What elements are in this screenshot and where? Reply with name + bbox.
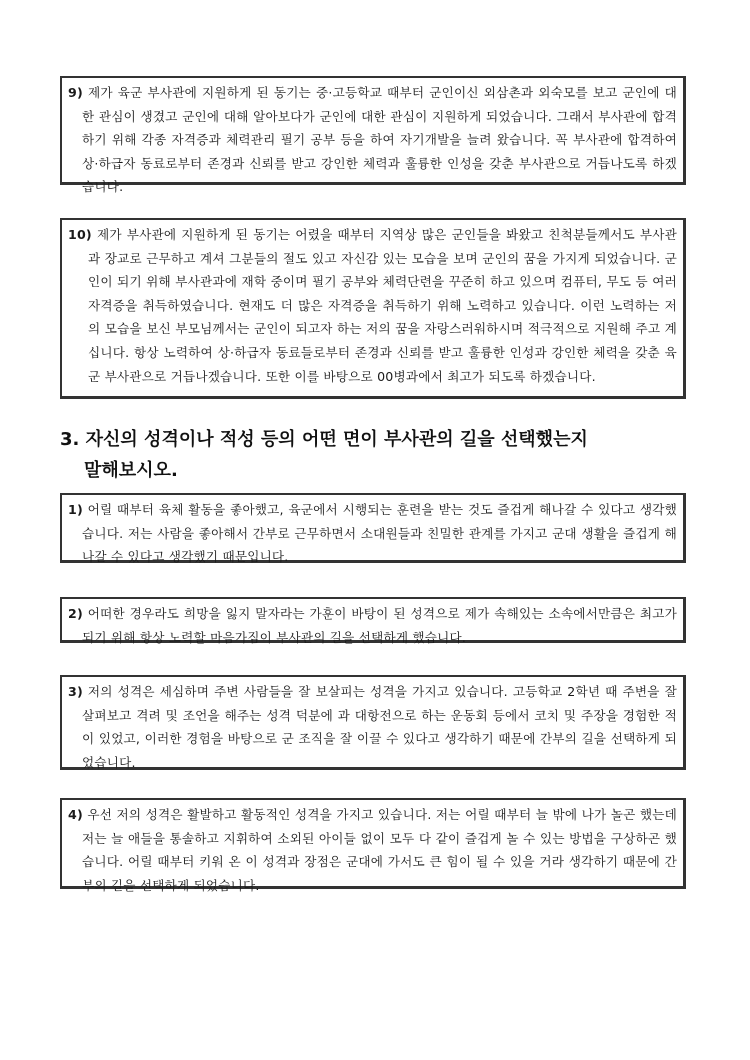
answer-number: 4) (68, 807, 83, 822)
answer-text: 어떠한 경우라도 희망을 잃지 말자라는 가훈이 바탕이 된 성격으로 제가 속해있는 소속에서만큼은 최고가 되기 위해 항상 노력할 마음가짐이 부사관의 길을 선택하게 했습니다. (82, 606, 677, 645)
answer-box-10 (60, 218, 686, 399)
answer-box-3-4 (60, 798, 686, 893)
answer-text: 제가 육군 부사관에 지원하게 된 동기는 중·고등학교 때부터 군인이신 외삼촌과 외숙모를 보고 군인에 대한 관심이 생겼고 군인에 대해 알아보다가 군인에 대한 관심이 지원하게 되었습니다. 그래서 부사관에 합격하기 위해 각종 자격증과 체력관리 필기 공부 등을 하여 자기개발을 늘려 왔습니다. 꼭 부사관에 합격하여 상·하급자 동료로부터 존경과 신뢰를 받고 강인한 체력과 훌륭한 인성을 갖춘 부사관으로 거듭나도록 하겠습니다. (82, 85, 677, 195)
answer-number: 2) (68, 606, 83, 621)
answer-paragraph (68, 81, 677, 199)
answer-number: 10) (68, 227, 92, 242)
answer-text: 우선 저의 성격은 활발하고 활동적인 성격을 가지고 있습니다. 저는 어릴 때부터 늘 밖에 나가 놀곤 했는데 저는 늘 애들을 통솔하고 지휘하여 소외된 아이들 없이 모두 다 같이 즐겁게 놀 수 있는 방법을 구상하곤 했습니다. 어릴 때부터 키워 온 이 성격과 장점은 군대에 가서도 큰 힘이 될 수 있을 거라 생각하기 때문에 간부의 길을 선택하게 되었습니다. (82, 807, 677, 893)
answer-paragraph (68, 498, 677, 569)
answer-box-3-3 (60, 675, 686, 770)
answer-number: 9) (68, 85, 83, 100)
answer-box-9 (60, 76, 686, 195)
answer-text: 저의 성격은 세심하며 주변 사람들을 잘 보살피는 성격을 가지고 있습니다. 고등학교 2학년 때 주변을 잘 살펴보고 격려 및 조언을 해주는 성격 덕분에 과 대항전으로 하는 운동회 등에서 코치 및 주장을 경험한 적이 있었고, 이러한 경험을 바탕으로 군 조직을 잘 이끌 수 있다고 생각하기 때문에 간부의 길을 선택하게 되었습니다. (82, 684, 677, 770)
answer-paragraph (68, 223, 677, 388)
answer-box-3-1 (60, 493, 686, 563)
answer-box-3-2 (60, 597, 686, 643)
answer-number: 3) (68, 684, 83, 699)
answer-number: 1) (68, 502, 83, 517)
answer-text: 어릴 때부터 육체 활동을 좋아했고, 육군에서 시행되는 훈련을 받는 것도 즐겁게 해나갈 수 있다고 생각했습니다. 저는 사람을 좋아해서 간부로 근무하면서 소대원들과 친밀한 관계를 가지고 군대 생활을 즐겁게 해 나갈 수 있다고 생각했기 때문입니다. (82, 502, 677, 565)
answer-paragraph (68, 680, 677, 774)
answer-paragraph (68, 602, 677, 649)
section-3-heading (60, 424, 700, 486)
answer-text: 제가 부사관에 지원하게 된 동기는 어렸을 때부터 지역상 많은 군인들을 봐왔고 친척분들께서도 부사관과 장교로 근무하고 계셔 그분들의 절도 있고 자신감 있는 모습을 보며 군인의 꿈을 가지게 되었습니다. 군인이 되기 위해 부사관과에 재학 중이며 필기 공부와 체력단련을 꾸준히 하고 있으며 컴퓨터, 무도 등 여러 자격증을 취득하였습니다. 현재도 더 많은 자격증을 취득하기 위해 노력하고 있습니다. 이런 노력하는 저의 모습을 보신 부모님께서는 군인이 되고자 하는 저의 꿈을 자랑스러워하시며 적극적으로 지원해 주고 계십니다. 항상 노력하여 상·하급자 동료들로부터 존경과 신뢰를 받고 훌륭한 인성과 강인한 체력을 갖춘 육군 부사관으로 거듭나겠습니다. 또한 이를 바탕으로 00병과에서 최고가 되도록 하겠습니다. (88, 227, 677, 384)
answer-paragraph (68, 803, 677, 897)
section-3-heading-line1: 3. 자신의 성격이나 적성 등의 어떤 면이 부사관의 길을 선택했는지 (60, 429, 588, 450)
section-3-heading-line2: 말해보시오. (84, 460, 178, 481)
